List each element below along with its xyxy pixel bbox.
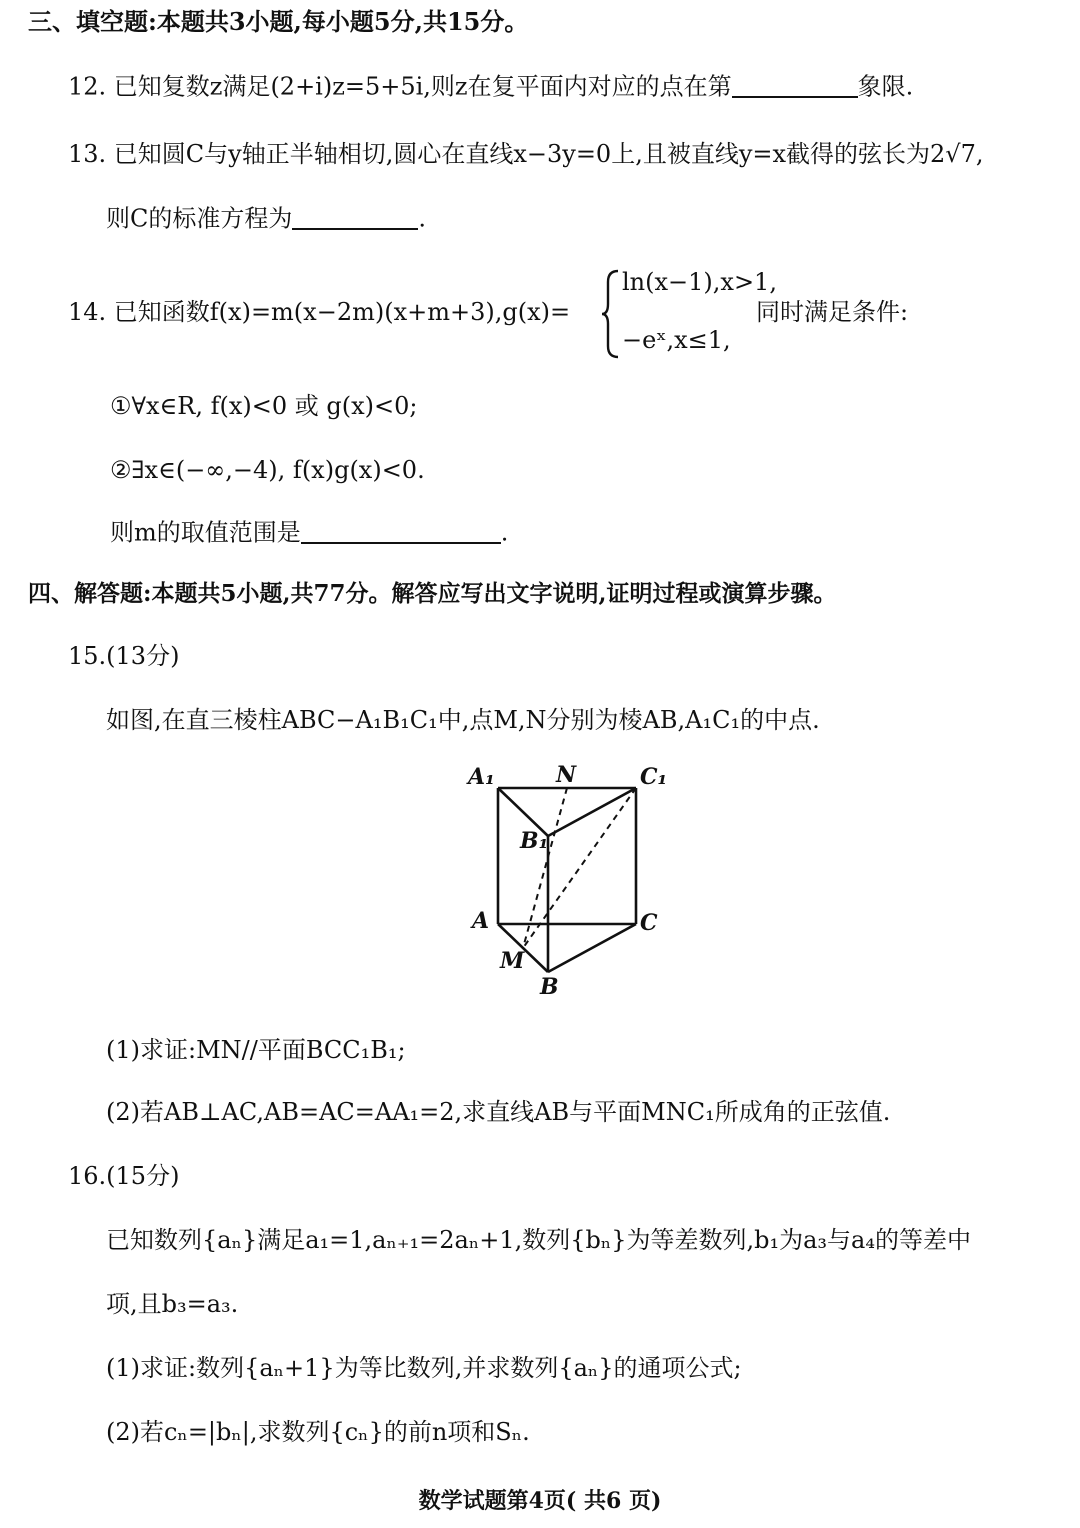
question-16-stem-2: 项,且b₃=a₃.: [106, 1290, 239, 1318]
question-16-part-1: (1)求证:数列{aₙ+1}为等比数列,并求数列{aₙ}的通项公式;: [106, 1354, 742, 1382]
piecewise-case-1: ln(x−1),x>1,: [622, 268, 777, 296]
label-c: C: [640, 910, 658, 936]
page-footer: 数学试题第4页( 共6 页): [418, 1488, 662, 1514]
label-c1: C₁: [640, 764, 668, 790]
question-14-lead: 14. 已知函数f(x)=m(x−2m)(x+m+3),g(x)=: [68, 298, 571, 326]
prism-diagram: [450, 758, 710, 1008]
question-13-line2: [106, 204, 426, 233]
section-4-title: 四、解答题:本题共5小题,共77分。解答应写出文字说明,证明过程或演算步骤。: [28, 580, 837, 607]
question-16-part-2: (2)若cₙ=|bₙ|,求数列{cₙ}的前n项和Sₙ.: [106, 1418, 530, 1446]
question-16-stem-1: 已知数列{aₙ}满足a₁=1,aₙ₊₁=2aₙ+1,数列{bₙ}为等差数列,b₁为a₃与a₄的等差中: [106, 1226, 971, 1254]
answer-blank-13: [292, 204, 418, 230]
question-15-part-2: (2)若AB⊥AC,AB=AC=AA₁=2,求直线AB与平面MNC₁所成角的正弦值.: [106, 1098, 891, 1126]
label-a1: A₁: [468, 764, 495, 790]
question-15-part-1: (1)求证:MN//平面BCC₁B₁;: [106, 1036, 406, 1064]
question-13-end: .: [418, 204, 427, 233]
question-14-tail: 同时满足条件:: [756, 298, 909, 326]
question-14-ask: 则m的取值范围是: [110, 518, 301, 547]
label-m: M: [500, 948, 525, 974]
question-14-condition-2: ②∃x∈(−∞,−4), f(x)g(x)<0.: [110, 456, 425, 484]
question-13-line1: 13. 已知圆C与y轴正半轴相切,圆心在直线x−3y=0上,且被直线y=x截得的弦长为2√7,: [68, 140, 984, 168]
question-15-stem: 如图,在直三棱柱ABC−A₁B₁C₁中,点M,N分别为棱AB,A₁C₁的中点.: [106, 706, 820, 734]
answer-blank-12: [732, 72, 858, 98]
question-14-condition-1: ①∀x∈R, f(x)<0 或 g(x)<0;: [110, 392, 418, 420]
question-13-ask: 则C的标准方程为: [106, 204, 293, 233]
question-12-suffix: 象限.: [857, 72, 914, 101]
piecewise-case-2: −eˣ,x≤1,: [622, 326, 731, 354]
question-14-end: .: [500, 518, 509, 547]
section-3-title: 三、填空题:本题共3小题,每小题5分,共15分。: [28, 7, 529, 36]
left-brace-icon: [600, 268, 622, 360]
question-15-head: 15.(13分): [68, 642, 180, 670]
answer-blank-14: [301, 518, 501, 544]
label-n: N: [556, 762, 577, 788]
piecewise-function: [600, 268, 777, 360]
label-b1: B₁: [520, 828, 549, 854]
question-12: [68, 72, 913, 101]
prism-figure: [450, 758, 710, 1008]
question-12-text: 12. 已知复数z满足(2+i)z=5+5i,则z在复平面内对应的点在第: [68, 72, 732, 101]
label-a: A: [472, 908, 490, 934]
label-b: B: [540, 974, 559, 1000]
question-14-ask-line: [110, 518, 508, 547]
question-16-head: 16.(15分): [68, 1162, 180, 1190]
